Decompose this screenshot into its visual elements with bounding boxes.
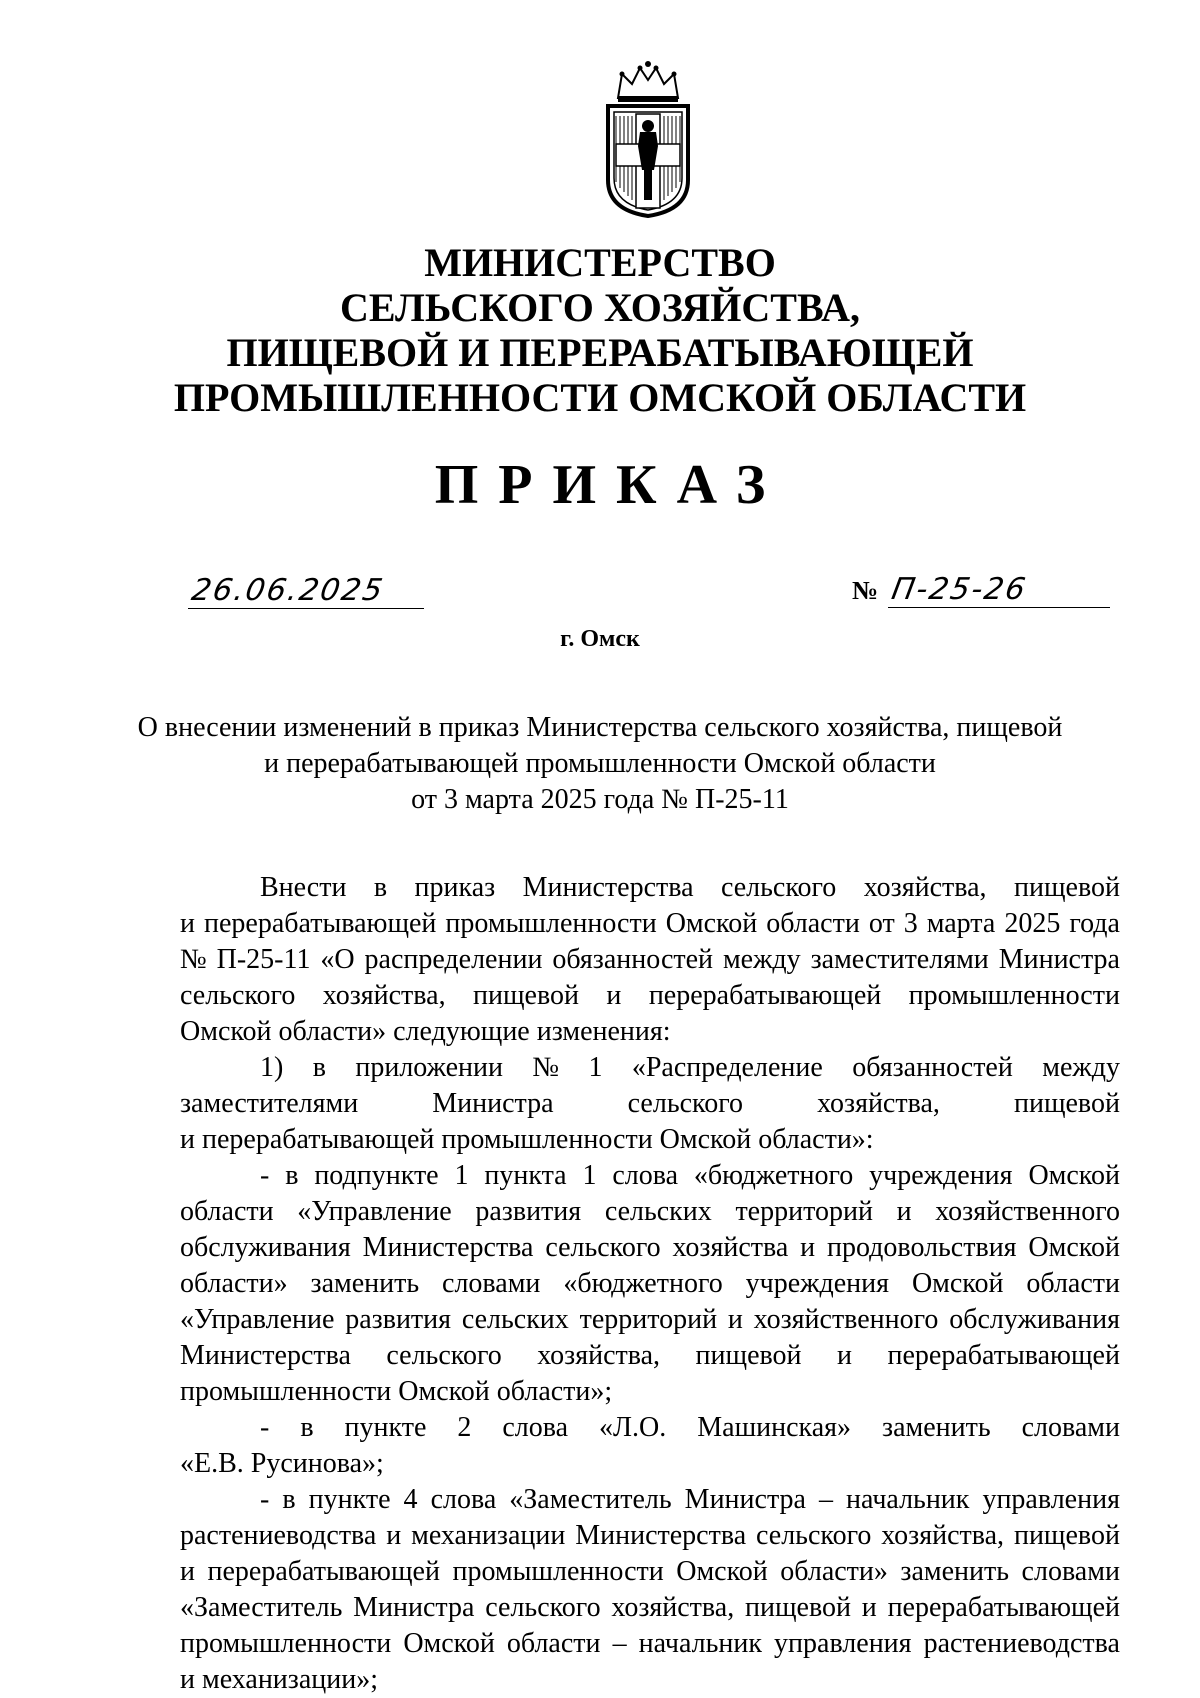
body-line: и механизации»; [180,1664,379,1695]
body-line: - в пункте 4 слова «Заместитель Министра – начальник управления [260,1484,1120,1515]
issue-city: г. Омск [560,626,640,652]
body-line: промышленности Омской области – начальник управления растениеводства [180,1628,1120,1659]
body-line: обслуживания Министерства сельского хозяйства и продовольствия Омской [180,1232,1120,1263]
body-line: 1) в приложении № 1 «Распределение обязанностей между [260,1052,1120,1083]
ministry-title-line: ПИЩЕВОЙ И ПЕРЕРАБАТЫВАЮЩЕЙ [226,330,974,375]
order-body [180,870,1120,1698]
subject-line: О внесении изменений в приказ Министерства сельского хозяйства, пищевой [137,712,1063,743]
ministry-title [0,240,1200,420]
ministry-title-line: ПРОМЫШЛЕННОСТИ ОМСКОЙ ОБЛАСТИ [173,375,1027,420]
body-line: растениеводства и механизации Министерства сельского хозяйства, пищевой [180,1520,1120,1551]
body-line: - в подпункте 1 пункта 1 слова «бюджетного учреждения Омской [260,1160,1120,1191]
document-number: П-25-26 [889,572,1030,607]
subject-line: от 3 марта 2025 года № П-25-11 [411,784,789,815]
body-line: «Управление развития сельских территорий и хозяйственного обслуживания [180,1304,1120,1335]
body-line: заместителями Министра сельского хозяйства, пищевой [180,1088,1120,1119]
body-line: - в пункте 2 слова «Л.О. Машинская» заменить словами [260,1412,1120,1443]
order-subject [0,710,1200,818]
body-line: промышленности Омской области»; [180,1376,613,1407]
body-line: «Е.В. Русинова»; [180,1448,384,1479]
subject-line: и перерабатывающей промышленности Омской области [264,748,936,779]
document-date-field [188,572,424,609]
document-number-line [888,571,1110,608]
body-line: сельского хозяйства, пищевой и перерабатывающей промышленности [180,980,1120,1011]
body-line: Внести в приказ Министерства сельского хозяйства, пищевой [260,872,1120,903]
number-sign: № [852,576,879,605]
body-line: области» заменить словами «бюджетного учреждения Омской области [180,1268,1120,1299]
body-line: Омской области» следующие изменения: [180,1016,671,1047]
body-line: области «Управление развития сельских территорий и хозяйственного [180,1196,1120,1227]
ministry-title-line: МИНИСТЕРСТВО [424,240,776,285]
body-line: Министерства сельского хозяйства, пищевой и перерабатывающей [180,1340,1120,1371]
document-type-heading: ПРИКАЗ [434,454,786,516]
document-date: 26.06.2025 [189,573,387,608]
document-number-field [852,572,1110,608]
body-line: № П-25-11 «О распределении обязанностей между заместителями Министра [180,944,1120,975]
coat-of-arms-emblem [598,60,698,220]
body-line: и перерабатывающей промышленности Омской области»: [180,1124,874,1155]
body-line: и перерабатывающей промышленности Омской области» заменить словами [180,1556,1120,1587]
ministry-title-line: СЕЛЬСКОГО ХОЗЯЙСТВА, [339,285,861,330]
body-line: «Заместитель Министра сельского хозяйства, пищевой и перерабатывающей [180,1592,1120,1623]
body-line: и перерабатывающей промышленности Омской области от 3 марта 2025 года [180,908,1120,939]
